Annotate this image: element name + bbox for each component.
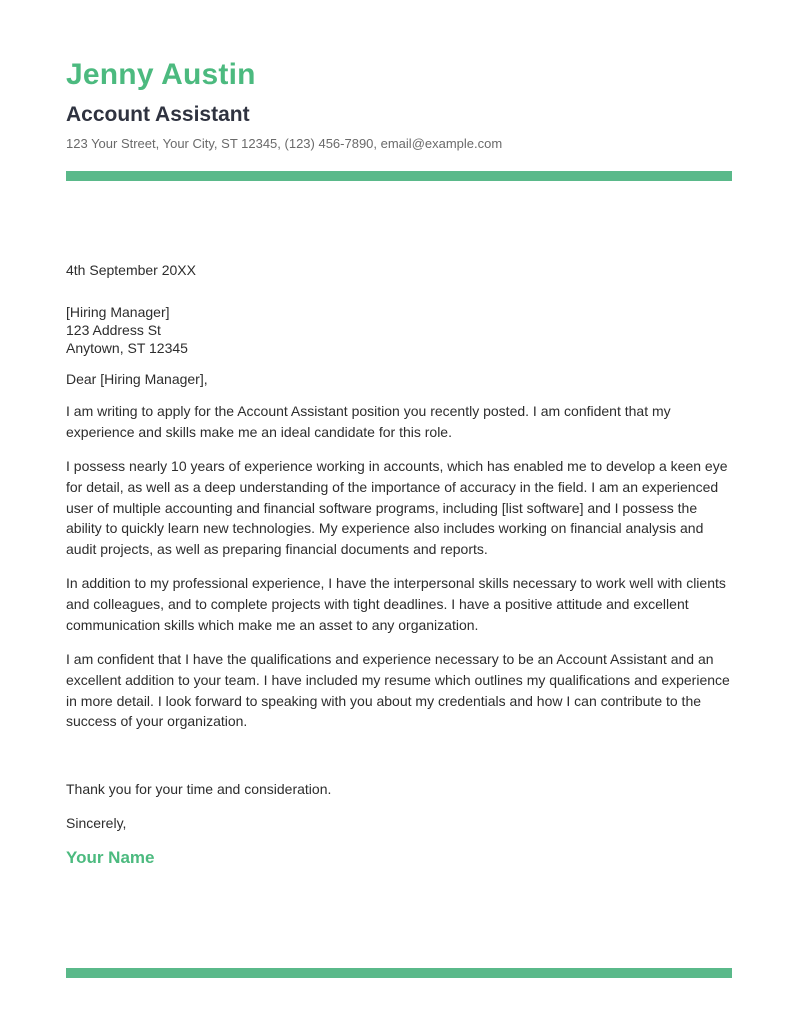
paragraph-text: I possess nearly 10 years of experience working in accounts, which has enabled me to develop a keen eye for detail, as well as a deep understanding of the importance of accuracy in the field. I am an experienced user of multiple accounting and financial software programs, including [list software] and I possess the ability to quickly learn new technologies. My experience also includes working on financial analysis and audit projects, as well as preparing financial documents and reports. bbox=[66, 458, 728, 558]
paragraph-conclusion bbox=[66, 649, 736, 732]
signature-name: Your Name bbox=[66, 848, 155, 867]
header-divider bbox=[66, 171, 732, 181]
recipient-city: Anytown, ST 12345 bbox=[66, 340, 188, 356]
recipient-address bbox=[66, 303, 736, 357]
recipient-name: [Hiring Manager] bbox=[66, 304, 170, 320]
closing-word: Sincerely, bbox=[66, 815, 127, 831]
letter-date: 4th September 20XX bbox=[66, 262, 196, 278]
closing-thanks: Thank you for your time and consideration. bbox=[66, 781, 332, 797]
recipient-street: 123 Address St bbox=[66, 322, 161, 338]
footer-divider bbox=[66, 968, 732, 978]
job-title: Account Assistant bbox=[66, 103, 250, 126]
paragraph-intro bbox=[66, 401, 736, 443]
paragraph-text: I am confident that I have the qualifications and experience necessary to be an Account Assistant and an excellent addition to your team. I have included my resume which outlines my qualifications and experience in more detail. I look forward to speaking with you about my credentials and how I can contribute to the success of your organization. bbox=[66, 651, 730, 730]
paragraph-text: I am writing to apply for the Account Assistant position you recently posted. I am confident that my experience and skills make me an ideal candidate for this role. bbox=[66, 403, 671, 440]
paragraph-text: In addition to my professional experience, I have the interpersonal skills necessary to work well with clients and colleagues, and to complete projects with tight deadlines. I have a positive attitude and excellent communication skills which make me an asset to any organization. bbox=[66, 575, 726, 633]
applicant-name: Jenny Austin bbox=[66, 58, 256, 91]
paragraph-experience bbox=[66, 456, 736, 560]
paragraph-skills bbox=[66, 573, 736, 635]
contact-info: 123 Your Street, Your City, ST 12345, (123) 456-7890, email@example.com bbox=[66, 136, 503, 151]
salutation: Dear [Hiring Manager], bbox=[66, 371, 208, 387]
